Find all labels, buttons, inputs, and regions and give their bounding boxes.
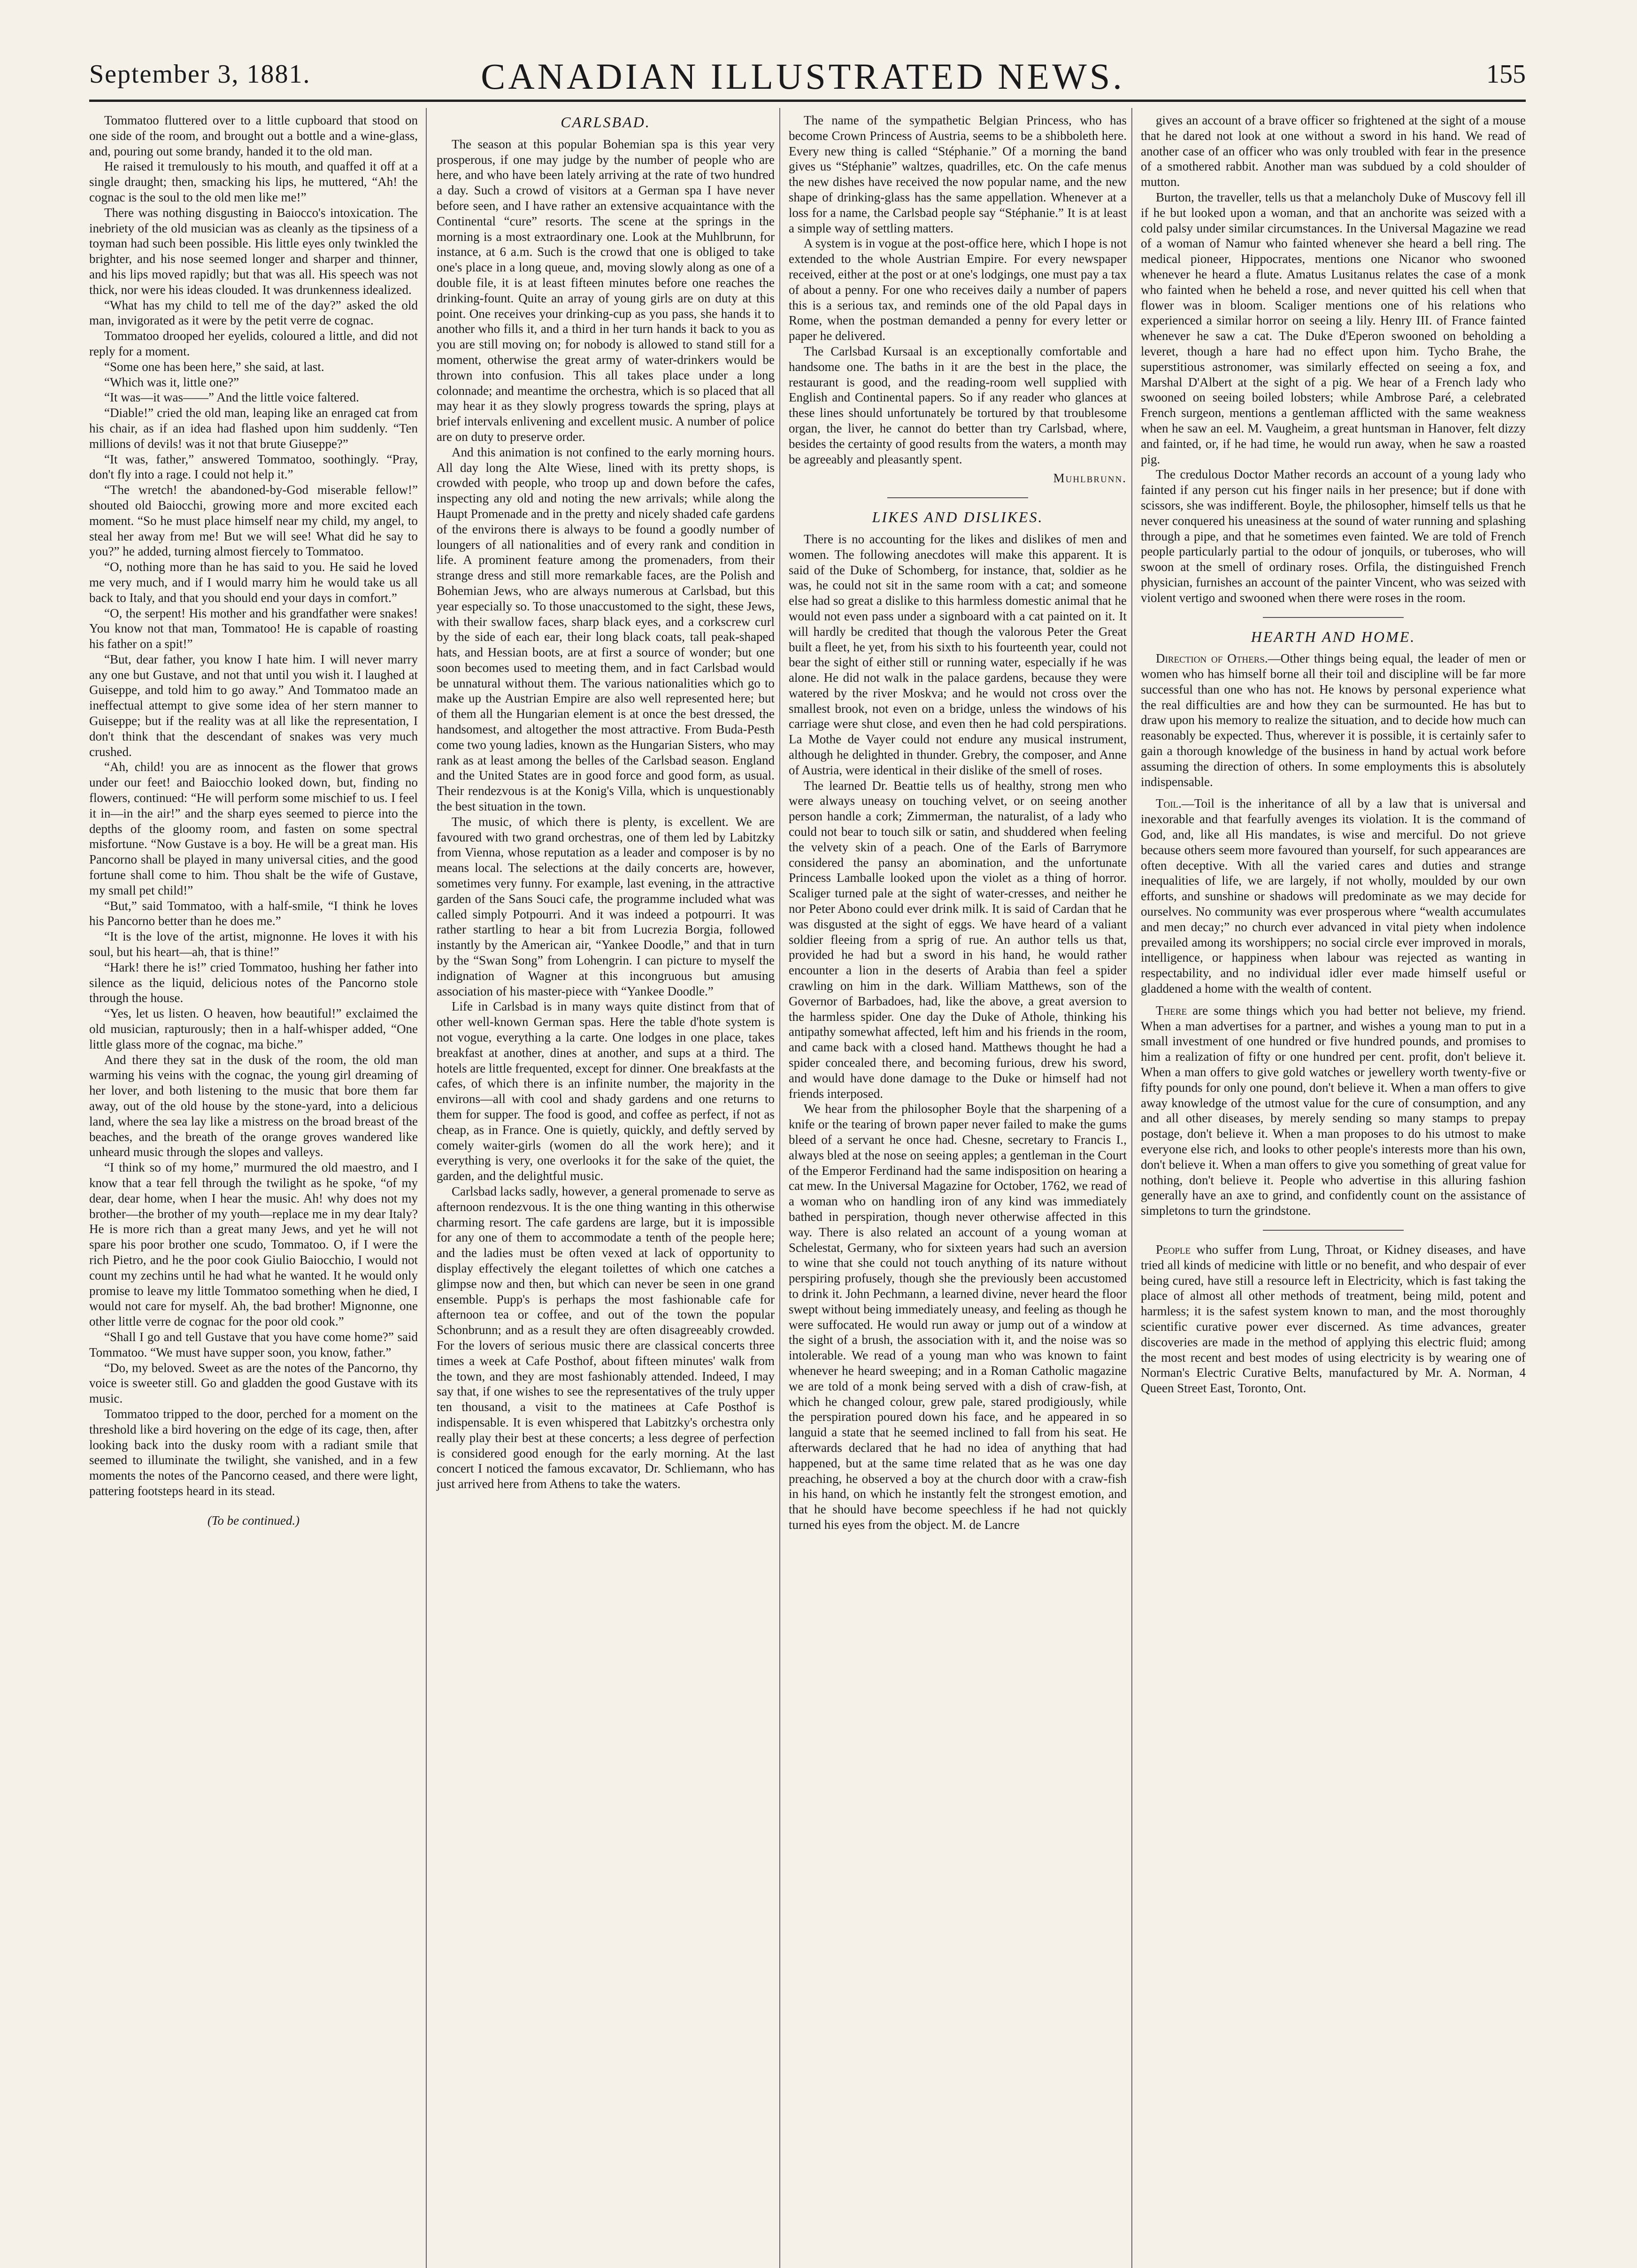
paragraph: “Ah, child! you are as innocent as the flower that grows under our feet! and Baiocchio looked down, but, finding no flowers, continued: “He will perform some mischief to us. I feel it in—in the air!” and the sharp eyes seemed to pierce into the depths of the gloomy room, and fasten on some spectral misfortune. “Now Gustave is a boy. He will be a great man. His Pancorno shall be played in many universal cities, and the good fortune shall come to him. Thou shalt be the wife of Gustave, my small pet child!” — [89, 760, 418, 897]
column-divider — [1131, 108, 1132, 2268]
masthead-rule — [89, 100, 1526, 102]
section-separator — [1263, 617, 1404, 618]
paragraph: “Do, my beloved. Sweet as are the notes of the Pancorno, thy voice is sweeter still. Go and gladden the good Gustave with its music. — [89, 1360, 418, 1406]
there-paragraph — [1141, 1003, 1526, 1219]
paragraph: “Hark! there he is!” cried Tommatoo, hushing her father into silence as the liquid, delicious notes of the Pancorno stole through the house. — [89, 960, 418, 1005]
column-3 — [789, 113, 1127, 1533]
there-text: are some things which you had better not believe, my friend. When a man advertises for a partner, and wishes a young man to put in a small investment of one hundred or five hundred pounds, and promises to him a realization of fifty or one hundred per cent. profit, don't believe it. When a man offers to give gold watches or jewellery worth twenty-five or fifty pounds for only one pound, don't believe it. When a man offers to give away knowledge of the utmost value for the cure of consumption, and any and all other diseases, by merely sending so many stamps to prepay postage, don't believe it. When a man proposes to do his utmost to make everyone else rich, and looks to other people's interests more than his own, don't believe it. When a man offers to give you something of great value for nothing, don't believe it. People who advertise in this alluring fashion generally have an axe to grind, and confidently count on the assistance of simpletons to turn the grindstone. — [1141, 1003, 1526, 1218]
direction-title: Direction of Others. — [1156, 651, 1268, 666]
paragraph: “Diable!” cried the old man, leaping like an enraged cat from his chair, as if an idea had flashed upon him suddenly. “Ten millions of devils! was it not that brute Giuseppe?” — [89, 406, 418, 451]
paragraph: Tommatoo tripped to the door, perched for a moment on the threshold like a bird hovering on the edge of its cage, then, after looking back into the dusky room with a radiant smile that seemed to illuminate the twilight, she vanished, and in a few moments the notes of the Pancorno ceased, and there were light, pattering footsteps heard in its stead. — [89, 1406, 418, 1498]
paragraph: “Which was it, little one?” — [104, 375, 239, 389]
likes-dislikes-article — [789, 532, 1127, 1533]
column-divider — [779, 108, 780, 2268]
paragraph: There was nothing disgusting in Baiocco's intoxication. The inebriety of the old musician was as cleanly as the tipsiness of a toyman had such been possible. His little eyes only twinkled the brighter, and his nose seemed longer and sharper and thinner, and his lips moved rapidly; but that was all. His speech was not thick, nor were his ideas clouded. It was drunkenness idealized. — [89, 205, 418, 297]
column-4 — [1141, 113, 1526, 1396]
section-separator — [1263, 1230, 1404, 1231]
paragraph: A system is in vogue at the post-office here, which I hope is not extended to the whole Austrian Empire. For every newspaper received, either at the post or at one's lodgings, one must pay a tax of about a penny. For one who receives daily a number of papers this is a serious tax, and reminds one of the old Papal days in Rome, when the postman demanded a penny for every letter or paper he delivered. — [789, 236, 1127, 343]
paragraph: “The wretch! the abandoned-by-God miserable fellow!” shouted old Baiocchi, growing more and more excited each moment. “So he must place himself near my child, my angel, to steal her away from me! But we will see! What did he say to you?” he added, turning almost fiercely to Tommatoo. — [89, 483, 418, 559]
direction-text: —Other things being equal, the leader of men or women who has himself borne all their toil and discipline will be far more successful than one who has not. He knows by personal experience what the real difficulties are and how they can be surmounted. He has but to draw upon his memory to realize the situation, and to decide how much can reasonably be expected. Thus, wherever it is possible, it is certainly safer to gain a thorough knowledge of the business in hand by actual work before assuming the direction of others. In some employments this is absolutely indispensable. — [1141, 651, 1526, 789]
paragraph: Carlsbad lacks sadly, however, a general promenade to serve as afternoon rendezvous. It is the one thing wanting in this otherwise charming resort. The cafe gardens are large, but it is impossible for any one of them to accommodate a tenth of the people here; and the ladies must be often vexed at lack of opportunity to display effectively the elegant toilettes of which one catches a glimpse now and then, but which can never be seen in one grand ensemble. Pupp's is perhaps the most fashionable cafe for afternoon tea or coffee, and out of the town the popular Schonbrunn; and as a result they are often disagreeably crowded. For the lovers of serious music there are classical concerts three times a week at Cafe Posthof, about fifteen minutes' walk from the town, and they are most fashionably attended. Indeed, I may say that, if one wishes to see the representatives of the truly upper ten thousand, a visit to the matinees at Cafe Posthof is indispensable. It is even whispered that Labitzky's orchestra only really play their best at these concerts; a less degree of perfection is considered good enough for the early morning. At the last concert I noticed the famous excavator, Dr. Schliemann, who has just arrived here from Athens to take the waters. — [437, 1184, 775, 1491]
paragraph: There is no accounting for the likes and dislikes of men and women. The following anecdotes will make this apparent. It is said of the Duke of Schomberg, for instance, that, soldier as he was, he could not sit in the same room with a cat; and someone else had so great a dislike to this harmless domestic animal that he would not even pass under a signboard with a cat painted on it. It will hardly be credited that though the valorous Peter the Great built a fleet, he yet, from his sixth to his fourteenth year, could not bear the sight of either still or running water, especially if he was alone. He did not walk in the palace gardens, because they were watered by the river Moskva; and he would not cross over the smallest brook, not even on a bridge, unless the windows of his carriage were shut close, and even then he had cold perspirations. La Mothe de Vayer could not endure any musical instrument, although he delighted in thunder. Grebry, the composer, and Anne of Austria, were identical in their dislike of the smell of roses. — [789, 532, 1127, 777]
direction-paragraph — [1141, 651, 1526, 789]
paragraph: The season at this popular Bohemian spa is this year very prosperous, if one may judge by the number of people who are here, and who have been lately arriving at the rate of two hundred a day. Such a crowd of visitors at a German spa I have never before seen, and I have rather an extensive acquaintance with the Continental “cure” resorts. The scene at the springs in the morning is a most extraordinary one. Look at the Muhlbrunn, for instance, at 6 a.m. Such is the crowd that one is obliged to take one's place in a long queue, and, moving slowly along as one of a double file, it is at least fifteen minutes before one reaches the drinking-fount. Quite an array of young girls are on duty at this point. One receives your drinking-cup as you pass, she hands it to another who fills it, and a third in her turn hands it back to you as you are still moving on; for nobody is allowed to stand still for a moment, otherwise the great army of water-drinkers would be thrown into confusion. This all takes place under a long colonnade; and meantime the orchestra, which is so placed that all may hear it as they slowly progress towards the spring, plays at brief intervals enlivening and excellent music. A number of police are on duty to preserve order. — [437, 137, 775, 444]
paragraph: The Carlsbad Kursaal is an exceptionally comfortable and handsome one. The baths in it are the best in the place, the restaurant is good, and the reading-room well supplied with English and Continental papers. So if any reader who glances at these lines should unfortunately be tortured by that troublesome organ, the liver, he cannot do better than try Carlsbad, where, besides the certainty of good results from the waters, a month may be agreeably and pleasantly spent. — [789, 344, 1127, 466]
paragraph: “But, dear father, you know I hate him. I will never marry any one but Gustave, and not that until you wish it. I laughed at Guiseppe, and told him to go away.” And Tommatoo made an ineffectual attempt to give some idea of her stern manner to Guiseppe; but if the reality was at all like the representation, I don't think that the descendant of snakes was very much crushed. — [89, 652, 418, 759]
carlsbad-heading: CARLSBAD. — [561, 114, 651, 131]
paragraph: “It is the love of the artist, mignonne. He loves it with his soul, but his heart—ah, that is thine!” — [89, 929, 418, 959]
paragraph: Life in Carlsbad is in many ways quite distinct from that of other well-known German spas. Here the table d'hote system is not vogue, everything a la carte. One lodges in one place, takes breakfast at another, dines at another, and sups at a third. The hotels are little frequented, except for dinner. One breakfasts at the cafes, of which there is an infinite number, the majority in the environs—all with cool and shady gardens and one returns to them for supper. The food is good, and coffee as perfect, if not as cheap, as in France. One is quietly, quickly, and deftly served by comely waiter-girls (women do all the work here); and it everything is very, one overlooks it for the sake of the quiet, the garden, and the delightful music. — [437, 999, 775, 1183]
paragraph: “I think so of my home,” murmured the old maestro, and I know that a tear fell through the twilight as he spoke, “of my dear, dear home, when I hear the music. Ah! why does not my brother—the brother of my youth—replace me in my dear Italy? He is more rich than a great many Jews, and yet he will not spare his poor brother one scudo, Tommatoo. O, if I were the rich Pietro, and he the poor cook Giulio Baiocchio, I would not count my zechins until he had what he wanted. It he would only promise to leave my little Tommatoo something when he died, I would not care for myself. Ah, the bad brother! Mignonne, one other little verre de cognac for the poor old cook.” — [89, 1160, 418, 1329]
people-lead: People — [1156, 1242, 1191, 1257]
paragraph: And this animation is not confined to the early morning hours. All day long the Alte Wiese, lined with its pretty shops, is crowded with people, who troop up and down before the cafes, inspecting any old and noting the new arrivals; while along the Haupt Promenade and in the pretty and nicely shaded cafe gardens of the environs there is always to be found a goodly number of loungers of all nationalities and of every rank and condition in life. A prominent feature among the promenaders, from their strange dress and still more remarkable faces, are the Polish and Bohemian Jews, who are always numerous at Carlsbad, but this year especially so. To those unaccustomed to the sight, these Jews, with their swallow faces, sharp black eyes, and a corkscrew curl by the side of each ear, their long black coats, tall peak-shaped hats, and Hessian boots, are at first a source of wonder; but one soon becomes used to meeting them, and in fact Carlsbad would be unnatural without them. The various nationalities which go to make up the Austrian Empire are also well represented here; but of them all the Hungarian element is at once the best dressed, the handsomest, and altogether the most attractive. From Buda-Pesth come two young ladies, known as the Hungarian Sisters, who may rank as at least among the belles of the Carlsbad season. England and the United States are in good force and good form, as usual. Their rendezvous is at the Konig's Villa, which is unquestionably the best situation in the town. — [437, 445, 775, 814]
people-paragraph — [1141, 1242, 1526, 1396]
paragraph: Tommatoo drooped her eyelids, coloured a little, and did not reply for a moment. — [89, 329, 418, 358]
to-be-continued: (To be continued.) — [207, 1513, 300, 1527]
there-lead: There — [1156, 1003, 1187, 1018]
paragraph: “Shall I go and tell Gustave that you have come home?” said Tommatoo. “We must have supper soon, you know, father.” — [89, 1329, 418, 1359]
paragraph: And there they sat in the dusk of the room, the old man warming his veins with the cognac, the young girl dreaming of her lover, and both listening to the music that bore them far away, out of the old house by the stone-yard, into a delicious land, where the sea lay like a mistress on the broad breast of the beaches, and the breath of the orange groves wandered like unheard music through the slopes and valleys. — [89, 1052, 418, 1159]
likes-dislikes-heading: LIKES AND DISLIKES. — [872, 509, 1044, 526]
paragraph: gives an account of a brave officer so frightened at the sight of a mouse that he dared not look at one without a sword in his hand. We read of another case of an officer who was only troubled with fear in the presence of a smothered rabbit. Another man was subdued by a cold shoulder of mutton. — [1141, 113, 1526, 189]
paragraph: The name of the sympathetic Belgian Princess, who has become Crown Princess of Austria, seems to be a shibboleth here. Every new thing is called “Stéphanie.” Of a morning the band gives us “Stéphanie” waltzes, quadrilles, etc. On the cafe menus the new dishes have received the now popular name, and the new shape of drinking-glass has the same appellation. Whenever at a loss for a name, the Carlsbad people say “Stéphanie.” It is at least a simple way of settling matters. — [789, 113, 1127, 235]
paragraph: He raised it tremulously to his mouth, and quaffed it off at a single draught; then, smacking his lips, he muttered, “Ah! the cognac is the soul to the old men like me!” — [89, 159, 418, 204]
paragraph: The music, of which there is plenty, is excellent. We are favoured with two grand orchestras, one of them led by Labitzky from Vienna, whose reputation as a leader and composer is by no means local. The selections at the daily concerts are, however, sometimes very funny. For example, last evening, in the attractive garden of the Sans Souci cafe, the programme included what was called simply Potpourri. And it was indeed a potpourri. It was rather startling to hear a bit from Lucrezia Borgia, followed instantly by the American air, “Yankee Doodle,” and that in turn by the “Swan Song” from Lohengrin. I can picture to myself the indignation of Wagner at this incongruous but amusing association of his master-piece with “Yankee Doodle.” — [437, 814, 775, 998]
carlsbad-article — [437, 137, 775, 1492]
paragraph: The credulous Doctor Mather records an account of a young lady who fainted if any person cut his finger nails in her presence; but if done with scissors, she was indifferent. Boyle, the philosopher, himself tells us that he never conquered his uneasiness at the sound of water running and splashing through a pipe, and that he sometimes even fainted. We are told of French people particularly partial to the odour of jonquils, or tuberoses, who will swoon at the smell of ordinary roses. Orfila, the distinguished French physician, furnishes an account of the painter Vincent, who was seized with violent vertigo and swooned when there were roses in the room. — [1141, 467, 1526, 605]
issue-date: September 3, 1881. — [89, 60, 311, 89]
toil-text: —Toil is the inheritance of all by a law that is universal and inexorable and that fearfully avenges its violation. It is the command of God, and, like all His mandates, is wise and merciful. Do not grieve because others seem more favoured than yourself, for such appearances are often deceptive. With all the varied cares and duties and strange inequalities of life, we are largely, if not wholly, moulded by our own efforts, and sunshine or shadows will predominate as we may decide for ourselves. No community was ever prosperous where “wealth accumulates and men decay;” no church ever advanced in vital piety when indolence prevailed among its worshippers; no social circle ever improved in morals, intelligence, or happiness when labour was rejected as wanting in respectability, and no individual idler ever made himself useful or gladdened a home with the wealth of content. — [1141, 796, 1526, 996]
paragraph: Tommatoo fluttered over to a little cupboard that stood on one side of the room, and brought out a bottle and a wine-glass, and, pouring out some brandy, handed it to the old man. — [89, 113, 418, 158]
column-2 — [437, 113, 775, 1492]
newspaper-title: CANADIAN ILLUSTRATED NEWS. — [481, 56, 1125, 97]
page-number: 155 — [1486, 60, 1526, 89]
paragraph: The learned Dr. Beattie tells us of healthy, strong men who were always uneasy on touching velvet, or on seeing another person handle a cork; Zimmerman, the naturalist, of a lady who could not bear to touch silk or satin, and shuddered when feeling the velvety skin of a peach. One of the Earls of Barrymore considered the pansy an abomination, and the unfortunate Princess Lamballe looked upon the violet as a thing of horror. Scaliger turned pale at the sight of water-cresses, and neither he nor Peter Abono could ever drink milk. It is said of Cardan that he was disgusted at the sight of eggs. We have heard of a valiant soldier fleeing from a sprig of rue. An author tells us that, provided he had but a sword in his hand, he would rather encounter a lion in the deserts of Arabia than feel a spider crawling on him in the dark. William Matthews, son of the Governor of Barbadoes, had, like the above, a great aversion to the harmless spider. One day the Duke of Athole, thinking his antipathy somewhat affected, left him and his friends in the room, and came back with a closed hand. Matthews thought he had a spider concealed there, and becoming furious, drew his sword, and would have done damage to the Duke or himself had not friends interposed. — [789, 778, 1127, 1101]
article-signature: Muhlbrunn. — [1053, 471, 1127, 486]
column-divider — [426, 108, 427, 2268]
section-separator — [887, 497, 1028, 498]
people-text: who suffer from Lung, Throat, or Kidney diseases, and have tried all kinds of medicine with little or no benefit, and who despair of ever being cured, have still a resource left in Electricity, which is fast taking the place of almost all other methods of treatment, being mild, potent and harmless; it is the safest system known to man, and the most thoroughly scientific curative power ever discerned. As time advances, greater discoveries are made in the method of applying this electric fluid; among the most recent and best modes of using electricity is by wearing one of Norman's Electric Curative Belts, manufactured by Mr. A. Norman, 4 Queen Street East, Toronto, Ont. — [1141, 1242, 1526, 1396]
paragraph: Burton, the traveller, tells us that a melancholy Duke of Muscovy fell ill if he but looked upon a woman, and that an anchorite was seized with a cold palsy under similar circumstances. In the Universal Magazine we read of a woman of Namur who fainted whenever she heard a bell ring. The medical pioneer, Hippocrates, mentions one Nicanor who swooned whenever he heard a flute. Amatus Lusitanus relates the case of a monk who fainted when he beheld a rose, and never quitted his cell when that flower was in bloom. Scaliger mentions one of his relations who experienced a similar horror on seeing a lily. Henry III. of France fainted whenever he saw a cat. The Duke d'Eperon swooned on beholding a leveret, though a hare had no effect upon him. Tycho Brahe, the superstitious astronomer, was similarly effected on seeing a fox, and Marshal D'Albert at the sight of a pig. We hear of a French lady who swooned on seeing boiled lobsters; while Ambrose Paré, a celebrated French surgeon, mentions a gentleman afflicted with the same weakness when he saw an eel. M. Vaugheim, a great huntsman in Hanover, felt dizzy and fainted, or, if he had time, he would run away, when he saw a roasted pig. — [1141, 190, 1526, 466]
carlsbad-article-end — [789, 113, 1127, 467]
likes-dislikes-article-end — [1141, 113, 1526, 606]
hearth-home-heading: HEARTH AND HOME. — [1251, 628, 1416, 645]
paragraph: “It was—it was——” And the little voice faltered. — [104, 390, 359, 405]
column-1 — [89, 113, 418, 1528]
story-continuation — [89, 113, 418, 1499]
paragraph: “What has my child to tell me of the day?” asked the old man, invigorated as it were by the petit verre de cognac. — [89, 298, 418, 328]
paragraph: “Some one has been here,” she said, at last. — [104, 359, 324, 374]
paragraph: We hear from the philosopher Boyle that the sharpening of a knife or the tearing of brown paper never failed to make the gums bleed of a servant he once had. Chesne, secretary to Francis I., always bled at the nose on seeing apples; a gentleman in the Court of the Emperor Ferdinand had the same indisposition on hearing a cat mew. In the Universal Magazine for October, 1762, we read of a woman who on handling iron of any kind was immediately bathed in perspiration, though never otherwise affected in this way. There is also related an account of a young woman at Schelestat, Germany, who for sixteen years had such an aversion to wine that she could not touch anything of its nature without perspiring profusely, though she the previously been accustomed to drink it. John Pechmann, a learned divine, never heard the floor swept without being immediately uneasy, and feeling as though he were suffocated. He would run away or jump out of a window at the sight of a brush, the association with it, and the noise was so intolerable. We read of a young man who was known to faint whenever he heard sweeping; and in a Roman Catholic magazine we are told of a monk being served with a dish of craw-fish, at which he changed colour, grew pale, stared prodigiously, while the perspiration poured down his face, and he appeared in so languid a state that he seemed inclined to fall from his seat. He afterwards declared that he had no idea of anything that had happened, but at the same time related that as he was one day preaching, he observed a boy at the church door with a craw-fish in his hand, on which he instantly felt the strongest emotion, and that he should have become speechless if he had not quickly turned his eyes from the object. M. de Lancre — [789, 1102, 1127, 1532]
toil-paragraph — [1141, 796, 1526, 996]
paragraph: “O, the serpent! His mother and his grandfather were snakes! You know not that man, Tommatoo! He is capable of roasting his father on a spit!” — [89, 606, 418, 651]
paragraph: “It was, father,” answered Tommatoo, soothingly. “Pray, don't fly into a rage. I could not help it.” — [89, 452, 418, 482]
paragraph: “O, nothing more than he has said to you. He said he loved me very much, and if I would marry him he would take us all back to Italy, and that you should end your days in comfort.” — [89, 560, 418, 605]
paragraph: “Yes, let us listen. O heaven, how beautiful!” exclaimed the old musician, rapturously; then in a half-whisper added, “One little glass more of the cognac, ma biche.” — [89, 1006, 418, 1051]
toil-title: Toil. — [1156, 796, 1182, 811]
paragraph: “But,” said Tommatoo, with a half-smile, “I think he loves his Pancorno better than he does me.” — [89, 898, 418, 928]
